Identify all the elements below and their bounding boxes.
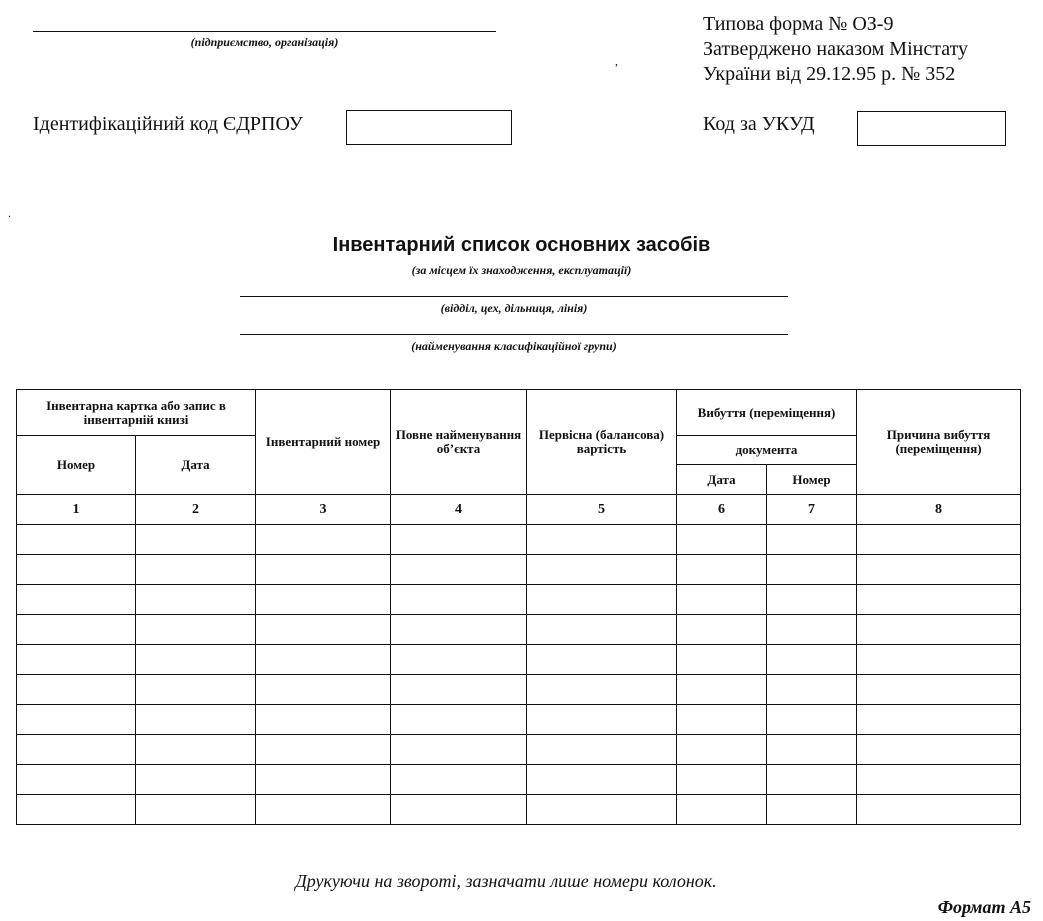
column-number-cell: 5 bbox=[527, 495, 677, 525]
footer-note: Друкуючи на звороті, зазначати лише номери колонок. bbox=[295, 871, 717, 891]
department-caption: (відділ, цех, дільниця, лінія) bbox=[440, 301, 588, 315]
table-cell[interactable] bbox=[391, 675, 527, 705]
table-cell[interactable] bbox=[677, 525, 767, 555]
edrpou-code-field[interactable] bbox=[346, 110, 512, 145]
column-number-cell: 1 bbox=[17, 495, 136, 525]
header-departure-reason: Причина вибуття (переміщення) bbox=[857, 390, 1021, 495]
scan-speck: , bbox=[615, 54, 618, 68]
table-cell[interactable] bbox=[677, 705, 767, 735]
column-number-cell: 6 bbox=[677, 495, 767, 525]
header-document-number: Номер bbox=[767, 465, 857, 495]
table-cell[interactable] bbox=[136, 555, 256, 585]
table-cell[interactable] bbox=[391, 765, 527, 795]
classification-group-line[interactable] bbox=[240, 334, 788, 335]
table-cell[interactable] bbox=[256, 585, 391, 615]
header-card-number: Номер bbox=[17, 436, 136, 495]
table-cell[interactable] bbox=[527, 675, 677, 705]
table-cell[interactable] bbox=[677, 615, 767, 645]
table-cell[interactable] bbox=[136, 585, 256, 615]
table-cell[interactable] bbox=[857, 735, 1021, 765]
table-cell[interactable] bbox=[17, 675, 136, 705]
table-cell[interactable] bbox=[527, 645, 677, 675]
scan-speck: . bbox=[8, 206, 11, 220]
form-approved-line: Затверджено наказом Мінстату bbox=[703, 38, 969, 60]
table-row bbox=[17, 555, 1021, 585]
table-cell[interactable] bbox=[527, 765, 677, 795]
column-number-cell: 3 bbox=[256, 495, 391, 525]
table-cell[interactable] bbox=[136, 795, 256, 825]
table-row bbox=[17, 765, 1021, 795]
form-order-line: України від 29.12.95 р. № 352 bbox=[703, 63, 956, 85]
table-cell[interactable] bbox=[857, 645, 1021, 675]
header-departure: Вибуття (переміщення) bbox=[677, 390, 857, 436]
table-cell[interactable] bbox=[677, 735, 767, 765]
department-line[interactable] bbox=[240, 296, 788, 297]
organization-line bbox=[33, 31, 496, 32]
table-cell[interactable] bbox=[767, 555, 857, 585]
table-cell[interactable] bbox=[256, 675, 391, 705]
table-cell[interactable] bbox=[677, 585, 767, 615]
table-cell[interactable] bbox=[391, 585, 527, 615]
table-cell[interactable] bbox=[527, 525, 677, 555]
header-card-date: Дата bbox=[136, 436, 256, 495]
table-cell[interactable] bbox=[677, 765, 767, 795]
table-cell[interactable] bbox=[136, 705, 256, 735]
table-cell[interactable] bbox=[767, 795, 857, 825]
column-number-cell: 8 bbox=[857, 495, 1021, 525]
table-cell[interactable] bbox=[256, 615, 391, 645]
format-label: Формат А5 bbox=[937, 897, 1031, 917]
table-row bbox=[17, 585, 1021, 615]
table-cell[interactable] bbox=[767, 705, 857, 735]
form-info-block bbox=[703, 12, 968, 87]
table-cell[interactable] bbox=[136, 645, 256, 675]
organization-caption: (підприємство, організація) bbox=[190, 35, 339, 49]
table-cell[interactable] bbox=[17, 735, 136, 765]
inventory-table bbox=[16, 389, 1021, 825]
header-inventory-card: Інвентарна картка або запис в інвентарній книзі bbox=[17, 390, 256, 436]
table-row bbox=[17, 675, 1021, 705]
table-cell[interactable] bbox=[767, 735, 857, 765]
classification-group-caption: (найменування класифікаційної групи) bbox=[411, 339, 617, 353]
table-cell[interactable] bbox=[17, 525, 136, 555]
column-number-cell: 7 bbox=[767, 495, 857, 525]
table-cell[interactable] bbox=[17, 705, 136, 735]
form-type-line: Типова форма № ОЗ-9 bbox=[703, 13, 894, 35]
table-cell[interactable] bbox=[767, 765, 857, 795]
table-row bbox=[17, 525, 1021, 555]
table-cell[interactable] bbox=[677, 675, 767, 705]
table-cell[interactable] bbox=[857, 765, 1021, 795]
table-cell[interactable] bbox=[857, 705, 1021, 735]
table-cell[interactable] bbox=[391, 795, 527, 825]
header-document-date: Дата bbox=[677, 465, 767, 495]
column-number-cell: 4 bbox=[391, 495, 527, 525]
document-subtitle: (за місцем їх знаходження, експлуатації) bbox=[411, 263, 632, 277]
table-cell[interactable] bbox=[767, 675, 857, 705]
table-row bbox=[17, 615, 1021, 645]
table-cell[interactable] bbox=[527, 555, 677, 585]
document-title: Інвентарний список основних засобів bbox=[332, 234, 711, 256]
table-cell[interactable] bbox=[391, 555, 527, 585]
table-cell[interactable] bbox=[677, 555, 767, 585]
table-cell[interactable] bbox=[136, 765, 256, 795]
table-cell[interactable] bbox=[391, 735, 527, 765]
table-cell[interactable] bbox=[767, 615, 857, 645]
table-row bbox=[17, 735, 1021, 765]
table-cell[interactable] bbox=[17, 795, 136, 825]
column-number-cell: 2 bbox=[136, 495, 256, 525]
table-cell[interactable] bbox=[17, 765, 136, 795]
table-cell[interactable] bbox=[256, 555, 391, 585]
table-cell[interactable] bbox=[527, 585, 677, 615]
header-document: документа bbox=[677, 436, 857, 465]
table-cell[interactable] bbox=[857, 525, 1021, 555]
table-cell[interactable] bbox=[17, 645, 136, 675]
table-cell[interactable] bbox=[857, 585, 1021, 615]
table-cell[interactable] bbox=[391, 705, 527, 735]
table-cell[interactable] bbox=[391, 645, 527, 675]
table-cell[interactable] bbox=[256, 705, 391, 735]
ukud-code-field[interactable] bbox=[857, 111, 1006, 146]
table-cell[interactable] bbox=[857, 555, 1021, 585]
table-row bbox=[17, 705, 1021, 735]
edrpou-label: Ідентифікаційний код ЄДРПОУ bbox=[33, 113, 303, 135]
table-cell[interactable] bbox=[857, 615, 1021, 645]
table-cell[interactable] bbox=[767, 585, 857, 615]
table-cell[interactable] bbox=[857, 675, 1021, 705]
header-inventory-number: Інвентарний номер bbox=[256, 390, 391, 495]
table-cell[interactable] bbox=[17, 585, 136, 615]
table-cell[interactable] bbox=[136, 675, 256, 705]
table-cell[interactable] bbox=[767, 645, 857, 675]
ukud-label: Код за УКУД bbox=[703, 113, 815, 135]
table-cell[interactable] bbox=[391, 525, 527, 555]
header-full-name: Повне найменування об’єкта bbox=[391, 390, 527, 495]
header-initial-value: Первісна (балансова) вартість bbox=[527, 390, 677, 495]
table-row bbox=[17, 645, 1021, 675]
table-cell[interactable] bbox=[677, 795, 767, 825]
table-cell[interactable] bbox=[527, 795, 677, 825]
table-cell[interactable] bbox=[136, 735, 256, 765]
table-cell[interactable] bbox=[527, 705, 677, 735]
table-row bbox=[17, 795, 1021, 825]
table-cell[interactable] bbox=[136, 615, 256, 645]
table-body bbox=[17, 525, 1021, 825]
table-cell[interactable] bbox=[857, 795, 1021, 825]
table-cell[interactable] bbox=[136, 525, 256, 555]
table-cell[interactable] bbox=[17, 555, 136, 585]
table-cell[interactable] bbox=[767, 525, 857, 555]
table-cell[interactable] bbox=[17, 615, 136, 645]
table-cell[interactable] bbox=[256, 735, 391, 765]
table-cell[interactable] bbox=[256, 645, 391, 675]
table-cell[interactable] bbox=[256, 795, 391, 825]
table-cell[interactable] bbox=[527, 735, 677, 765]
table-cell[interactable] bbox=[391, 615, 527, 645]
table-cell[interactable] bbox=[256, 765, 391, 795]
table-cell[interactable] bbox=[527, 615, 677, 645]
table-cell[interactable] bbox=[677, 645, 767, 675]
column-numbers-row bbox=[17, 495, 1021, 525]
table-cell[interactable] bbox=[256, 525, 391, 555]
